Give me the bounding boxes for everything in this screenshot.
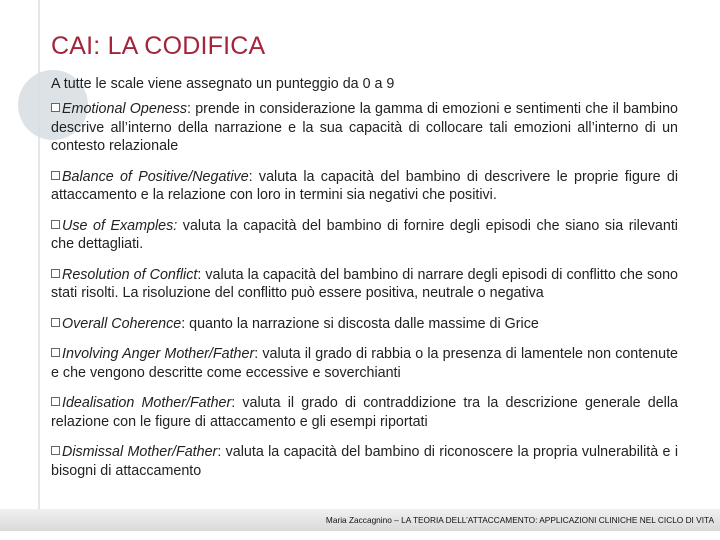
scale-list xyxy=(51,100,678,492)
list-item xyxy=(51,443,678,480)
item-term: Involving Anger Mother/Father xyxy=(62,346,255,362)
list-item xyxy=(51,100,678,156)
item-term: Use of Examples: xyxy=(62,217,178,234)
item-text: : prende in considerazione la gamma di emozioni e sentimenti che il bambino descrive all’interno della narrazione e la sua capacità di collocare tali emozioni all’interno di un contesto relazionale xyxy=(51,101,678,154)
list-item xyxy=(51,217,678,254)
intro-text: A tutte le scale viene assegnato un punteggio da 0 a 9 xyxy=(51,76,395,92)
item-text: valuta la capacità del bambino di fornire degli episodi che siano sia rilevanti che dettagliati. xyxy=(51,217,678,252)
item-term: Dismissal Mother/Father xyxy=(62,444,218,460)
list-item xyxy=(51,266,678,303)
slide-title: CAI: LA CODIFICA xyxy=(51,32,266,60)
item-text: : quanto la narrazione si discosta dalle massime di Grice xyxy=(181,315,539,332)
list-item xyxy=(51,315,678,334)
item-term: Idealisation Mother/Father xyxy=(62,395,232,411)
item-text: : valuta la capacità del bambino di descrivere le proprie figure di attaccamento e la relazione con loro in termini sia negativi che positivi. xyxy=(51,168,678,203)
square-bullet-icon xyxy=(51,171,60,180)
square-bullet-icon xyxy=(51,269,60,278)
square-bullet-icon xyxy=(51,446,60,455)
square-bullet-icon xyxy=(51,103,60,112)
list-item xyxy=(51,168,678,205)
item-text: : valuta la capacità del bambino di narrare degli episodi di conflitto che sono stati risolti. La risoluzione del conflitto può essere positiva, neutrale o negativa xyxy=(51,266,678,301)
item-term: Balance of Positive/Negative xyxy=(62,168,249,185)
item-term: Overall Coherence xyxy=(62,315,182,332)
item-term: Resolution of Conflict xyxy=(62,266,198,283)
item-text: : valuta il grado di contraddizione tra la descrizione generale della relazione con le figure di attaccamento e gli esempi riportati xyxy=(51,395,678,430)
item-term: Emotional Openess xyxy=(62,101,188,117)
square-bullet-icon xyxy=(51,220,60,229)
item-text: : valuta il grado di rabbia o la presenza di lamentele non contenute e che vengono descritte come eccessive e soverchianti xyxy=(51,346,679,381)
square-bullet-icon xyxy=(51,348,60,357)
list-item xyxy=(51,345,678,382)
square-bullet-icon xyxy=(51,397,60,406)
item-text: : valuta la capacità del bambino di riconoscere la propria vulnerabilità e i bisogni di attaccamento xyxy=(51,444,679,479)
square-bullet-icon xyxy=(51,318,60,327)
list-item xyxy=(51,394,678,431)
footer-text: Maria Zaccagnino – LA TEORIA DELL’ATTACCAMENTO: APPLICAZIONI CLINICHE NEL CICLO DI VITA xyxy=(325,515,714,525)
